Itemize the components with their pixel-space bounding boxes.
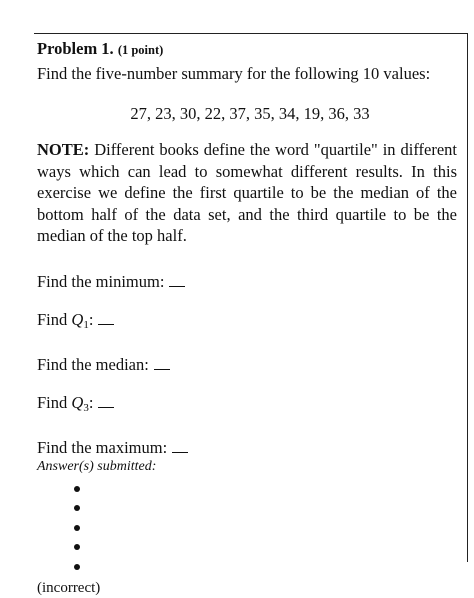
submitted-answers-list <box>37 479 457 577</box>
submitted-answer-item <box>37 479 457 499</box>
problem-content <box>37 36 457 598</box>
question-minimum <box>37 271 457 293</box>
bullet-icon <box>74 505 80 511</box>
question-q1-suffix: : <box>88 309 94 329</box>
q1-answer-blank[interactable] <box>98 324 114 325</box>
note-text: Different books define the word "quartile" in different ways which can lead to somewhat different results. In this exercise we define the first quartile to be the median of the bottom half of the data set, and the third quartile to be the median of the top half. <box>37 140 458 245</box>
question-q1-prefix: Find <box>37 309 72 329</box>
q1-subscript: 1 <box>83 318 89 331</box>
minimum-answer-blank[interactable] <box>169 286 185 287</box>
answers-submitted-label: Answer(s) submitted: <box>37 458 157 474</box>
note-label: NOTE: <box>37 140 90 159</box>
bullet-icon <box>74 544 80 550</box>
question-median-label: Find the median: <box>37 354 149 374</box>
answer-status: (incorrect) <box>37 580 101 596</box>
question-minimum-label: Find the minimum: <box>37 271 165 291</box>
submitted-answer-item <box>37 518 457 538</box>
median-answer-blank[interactable] <box>154 369 170 370</box>
question-maximum-label: Find the maximum: <box>37 437 168 457</box>
question-q3-prefix: Find <box>37 392 72 412</box>
submitted-answer-item <box>37 537 457 557</box>
q3-answer-blank[interactable] <box>98 407 114 408</box>
bullet-icon <box>74 564 80 570</box>
question-median <box>37 354 457 376</box>
q3-subscript: 3 <box>83 401 89 414</box>
previous-problem-fragment <box>0 0 474 8</box>
problem-heading <box>37 38 457 61</box>
problem-right-rule <box>467 33 468 562</box>
question-q3-suffix: : <box>88 392 94 412</box>
q1-variable: Q <box>71 309 84 329</box>
submitted-answer-item <box>37 498 457 518</box>
data-values: 27, 23, 30, 22, 37, 35, 34, 19, 36, 33 <box>130 104 370 123</box>
bullet-icon <box>74 525 80 531</box>
problem-points: (1 point) <box>117 43 164 57</box>
problem-instruction: Find the five-number summary for the following 10 values: <box>37 64 431 83</box>
bullet-icon <box>74 486 80 492</box>
question-maximum <box>37 437 457 459</box>
problem-title: Problem 1. <box>37 39 114 58</box>
note-paragraph <box>37 139 457 247</box>
question-q1 <box>37 309 457 336</box>
question-q3 <box>37 392 457 419</box>
problem-top-rule <box>34 33 468 34</box>
submitted-answer-item <box>37 557 457 577</box>
maximum-answer-blank[interactable] <box>172 452 188 453</box>
q3-variable: Q <box>71 392 84 412</box>
